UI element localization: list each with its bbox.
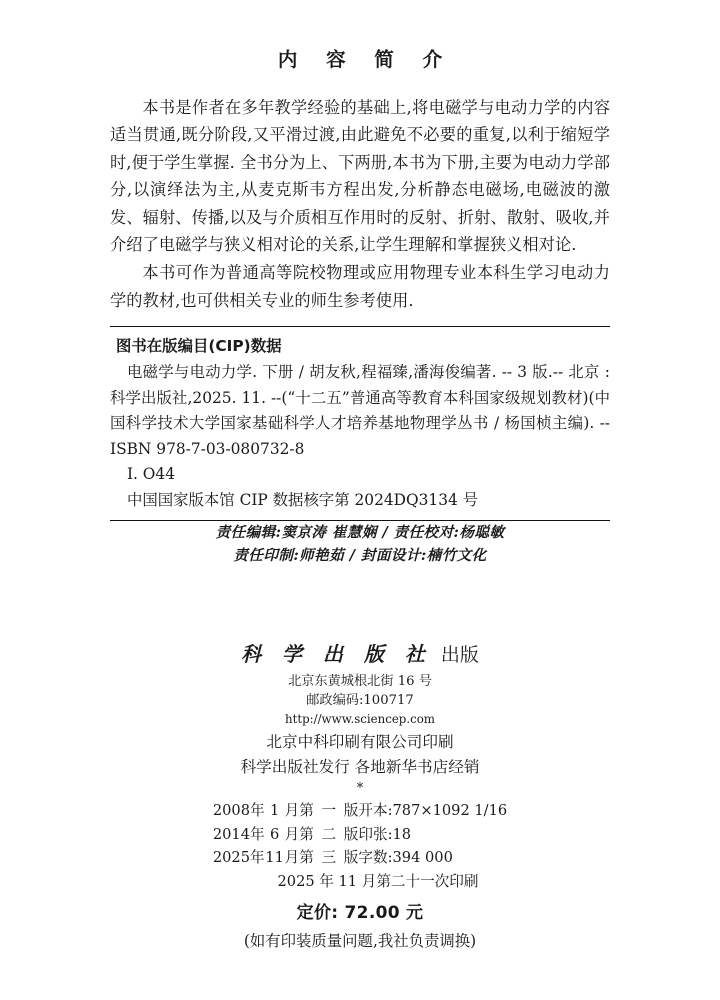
printing-history-row xyxy=(213,823,507,847)
printing-row-month-unit: 月第 xyxy=(284,825,314,843)
printing-row-edition-unit: 版 xyxy=(343,849,359,866)
credits-section xyxy=(110,521,610,567)
printing-row-year-unit: 年 xyxy=(249,802,265,819)
abstract-heading: 内 容 简 介 xyxy=(277,48,454,71)
printing-row-spec: 印张:18 xyxy=(358,825,412,843)
printing-row-year: 2008 xyxy=(212,802,250,819)
cip-content xyxy=(110,327,610,520)
printing-row-edition-number: 一 xyxy=(321,802,337,819)
printing-row-month: 6 xyxy=(269,825,280,843)
printing-history-table xyxy=(213,799,507,870)
quality-note: (如有印装质量问题,我社负责调换) xyxy=(243,931,477,950)
separator-asterisk: * xyxy=(356,781,364,796)
abstract-section xyxy=(110,44,610,314)
distributor-name: 科学出版社发行 各地新华书店经销 xyxy=(240,757,480,776)
publisher-address: 北京东黄城根北街 16 号 xyxy=(288,674,432,689)
printing-history-row xyxy=(213,799,507,823)
printing-row-edition-unit: 版 xyxy=(343,825,359,843)
printing-row-year-unit: 年 xyxy=(249,849,265,866)
price-line: 定价: 72.00 元 xyxy=(296,902,424,923)
printing-row-edition-number: 三 xyxy=(321,849,337,866)
credit-production: 责任印制:师艳茹 / 封面设计:楠竹文化 xyxy=(233,547,487,564)
printing-row-year: 2025 xyxy=(212,849,250,866)
publisher-postcode: 邮政编码:100717 xyxy=(306,692,414,708)
printer-name: 北京中科印刷有限公司印刷 xyxy=(266,733,454,751)
printing-row-month: 1 xyxy=(269,802,280,819)
cip-classification: Ⅰ. O44 xyxy=(126,465,176,484)
cip-number: 中国国家版本馆 CIP 数据核字第 2024DQ3134 号 xyxy=(126,490,479,509)
cip-description: 电磁学与电动力学. 下册 / 胡友秋,程福臻,潘海俊编著. -- 3 版.-- 北京 : 科学出版社,2025. 11. --(“十二五”普通高等教育本科国家级规划教材)(中国科学技术大学国家基础科学人才培养基地物理学丛书 / 杨国桢主编). -- ISBN 978-7-03-080732-8 xyxy=(110,363,610,458)
printing-row-edition-number: 二 xyxy=(321,825,337,843)
imprint-section xyxy=(110,640,610,954)
cip-section xyxy=(110,326,610,521)
printing-row-edition-unit: 版 xyxy=(343,802,359,819)
publisher-url[interactable]: http://www.sciencep.com xyxy=(285,712,435,726)
credit-editors: 责任编辑:窦京涛 崔慧娴 / 责任校对:杨聪敏 xyxy=(215,524,505,541)
publisher-verb: 出版 xyxy=(440,644,479,666)
printing-row-month: 11 xyxy=(265,849,284,866)
printing-row-month-unit: 月第 xyxy=(284,802,314,819)
publisher-row xyxy=(110,640,610,669)
abstract-paragraph-1: 本书是作者在多年教学经验的基础上,将电磁学与电动力学的内容适当贯通,既分阶段,又平滑过渡,由此避免不必要的重复,以利于缩短学时,便于学生掌握. 全书分为上、下两册,本书为下册,主要为电动力学部分,以演绎法为主,从麦克斯韦方程出发,分析静态电磁场,电磁波的激发、辐射、传播,以及与介质相互作用时的反射、折射、散射、吸收,并介绍了电磁学与狭义相对论的关系,让学生理解和掌握狭义相对论. xyxy=(110,98,610,255)
printing-row-month-unit: 月第 xyxy=(284,849,314,866)
printing-row-spec: 开本:787×1092 1/16 xyxy=(358,802,508,819)
last-printing-line: 2025 年 11 月第二十一次印刷 xyxy=(277,872,479,890)
printing-row-spec: 字数:394 000 xyxy=(358,849,453,866)
abstract-paragraph-2: 本书可作为普通高等院校物理或应用物理专业本科生学习电动力学的教材,也可供相关专业的师生参考使用. xyxy=(110,263,610,310)
printing-row-year: 2014 xyxy=(212,825,250,843)
cip-title: 图书在版编目(CIP)数据 xyxy=(116,337,282,355)
science-press-logo: 科 学 出 版 社 xyxy=(241,642,432,666)
printing-row-year-unit: 年 xyxy=(249,825,265,843)
printing-history-body xyxy=(213,799,507,870)
printing-history-row xyxy=(213,846,507,870)
